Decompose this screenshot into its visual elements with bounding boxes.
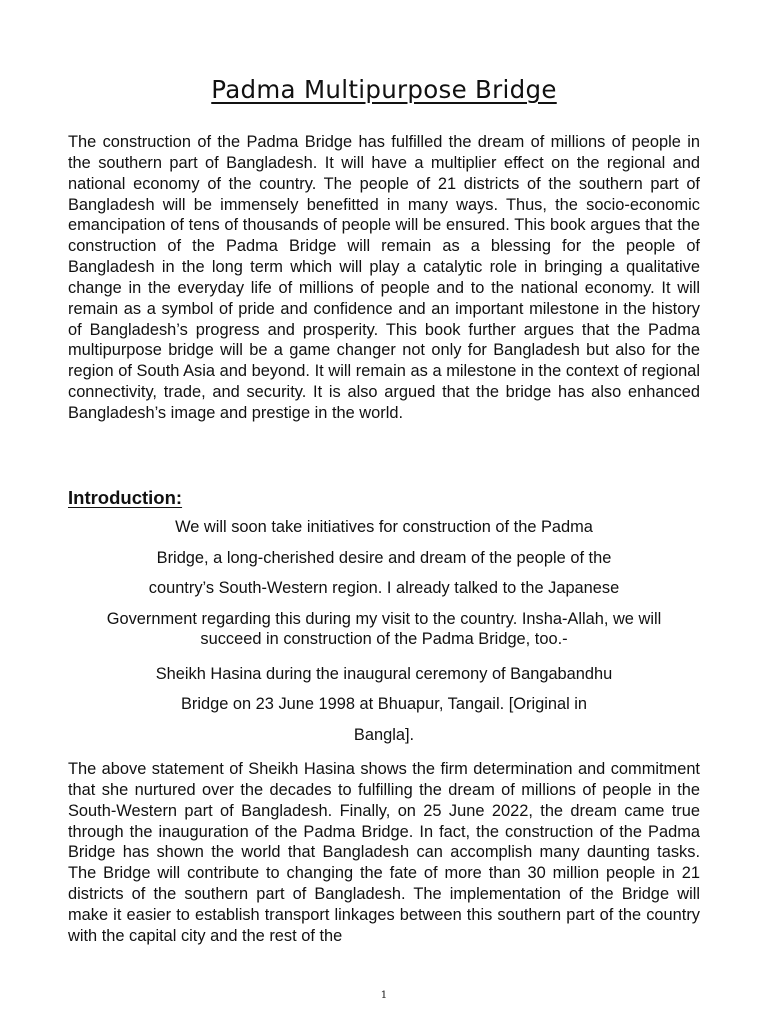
introduction-heading: Introduction: xyxy=(68,487,183,508)
quote-line: Government regarding this during my visit to the country. Insha-Allah, we will xyxy=(106,609,662,628)
page-number: 1 xyxy=(380,989,388,1001)
introduction-paragraph: The above statement of Sheikh Hasina shows the firm determination and commitment that she nurtured over the decades to fulfilling the dream of millions of people in the South-Western part of Bangladesh. Finally, on 25 June 2022, the dream came true through the inauguration of the Padma Bridge. In fact, the construction of the Padma Bridge has shown the world that Bangladesh can accomplish many daunting tasks. The Bridge will contribute to changing the fate of more than 30 million people in 21 districts of the southern part of Bangladesh. The implementation of the Bridge will make it easier to establish transport linkages between this southern part of the country with the capital city and the rest of the xyxy=(68,760,700,945)
quote-attribution-line: Bridge on 23 June 1998 at Bhuapur, Tangail. [Original in xyxy=(180,695,588,713)
abstract-paragraph: The construction of the Padma Bridge has fulfilled the dream of millions of people in the southern part of Bangladesh. It will have a multiplier effect on the regional and national economy of the country. The people of 21 districts of the southern part of Bangladesh will be immensely benefitted in many ways. Thus, the socio-economic emancipation of tens of thousands of people will be ensured. This book argues that the construction of the Padma Bridge will remain as a blessing for the people of Bangladesh in the long term which will play a catalytic role in bringing a qualitative change in the everyday life of millions of people and to the national economy. It will remain as a symbol of pride and confidence and an important milestone in the history of Bangladesh’s progress and prosperity. This book further argues that the Padma multipurpose bridge will be a game changer not only for Bangladesh but also for the region of South Asia and beyond. It will remain as a milestone in the context of regional connectivity, trade, and security. It is also argued that the bridge has also enhanced Bangladesh’s image and prestige in the world. xyxy=(68,133,700,422)
quote-block xyxy=(68,517,700,755)
page-title: Padma Multipurpose Bridge xyxy=(211,75,557,104)
quote-line: succeed in construction of the Padma Bridge, too.- xyxy=(200,630,568,648)
quote-attribution-line: Bangla]. xyxy=(353,725,415,744)
quote-line: Bridge, a long-cherished desire and dream of the people of the xyxy=(156,548,612,567)
quote-line: country’s South-Western region. I already talked to the Japanese xyxy=(148,579,620,597)
quote-attribution-line: Sheikh Hasina during the inaugural ceremony of Bangabandhu xyxy=(155,664,613,683)
quote-line: We will soon take initiatives for construction of the Padma xyxy=(175,518,593,536)
